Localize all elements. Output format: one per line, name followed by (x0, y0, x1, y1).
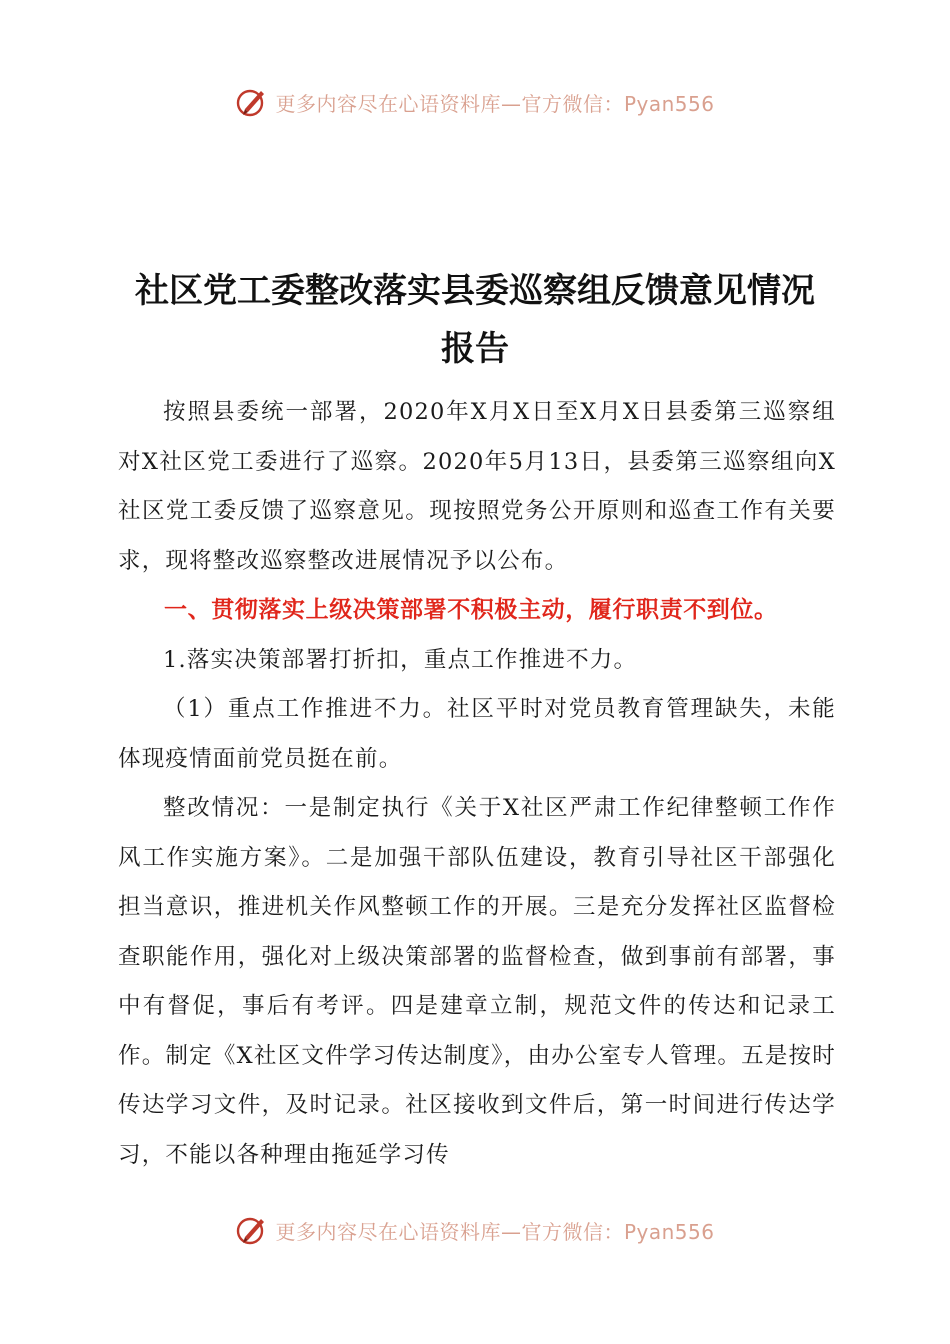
pen-logo-icon (235, 85, 269, 119)
pen-logo-icon (235, 1213, 269, 1247)
subsection-heading: 1.落实决策部署打折扣，重点工作推进不力。 (163, 646, 638, 673)
section-heading: 一、贯彻落实上级决策部署不积极主动，履行职责不到位。 (164, 597, 778, 623)
watermark-text: 更多内容尽在心语资料库— (275, 1219, 522, 1244)
watermark-text: 更多内容尽在心语资料库— (275, 91, 522, 116)
title-line-1: 社区党工委整改落实县委巡察组反馈意见情况 (135, 271, 815, 311)
document-title (60, 262, 890, 378)
intro-paragraph: 按照县委统一部署，2020年X月X日至X月X日县委第三巡察组对X社区党工委进行了巡察。2020年5月13日，县委第三巡察组向X社区党工委反馈了巡察意见。现按照党务公开原则和巡查工作有关要求，现将整改巡察整改进展情况予以公布。 (118, 399, 836, 574)
watermark-wechat: 官方微信：Pyan556 (521, 91, 715, 116)
watermark-wechat: 官方微信：Pyan556 (521, 1219, 715, 1244)
watermark-banner-top (0, 82, 950, 122)
watermark-banner-bottom (0, 1210, 950, 1250)
document-body (118, 388, 836, 1180)
rectification-paragraph: 整改情况：一是制定执行《关于X社区严肃工作纪律整顿工作作风工作实施方案》。二是加强干部队伍建设，教育引导社区干部强化担当意识，推进机关作风整顿工作的开展。三是充分发挥社区监督检查职能作用，强化对上级决策部署的监督检查，做到事前有部署，事中有督促，事后有考评。四是建章立制，规范文件的传达和记录工作。制定《X社区文件学习传达制度》，由办公室专人管理。五是按时传达学习文件，及时记录。社区接收到文件后，第一时间进行传达学习，不能以各种理由拖延学习传 (118, 795, 836, 1168)
title-line-2: 报告 (441, 329, 509, 369)
issue-paragraph: （1）重点工作推进不力。社区平时对党员教育管理缺失，未能体现疫情面前党员挺在前。 (118, 696, 836, 772)
